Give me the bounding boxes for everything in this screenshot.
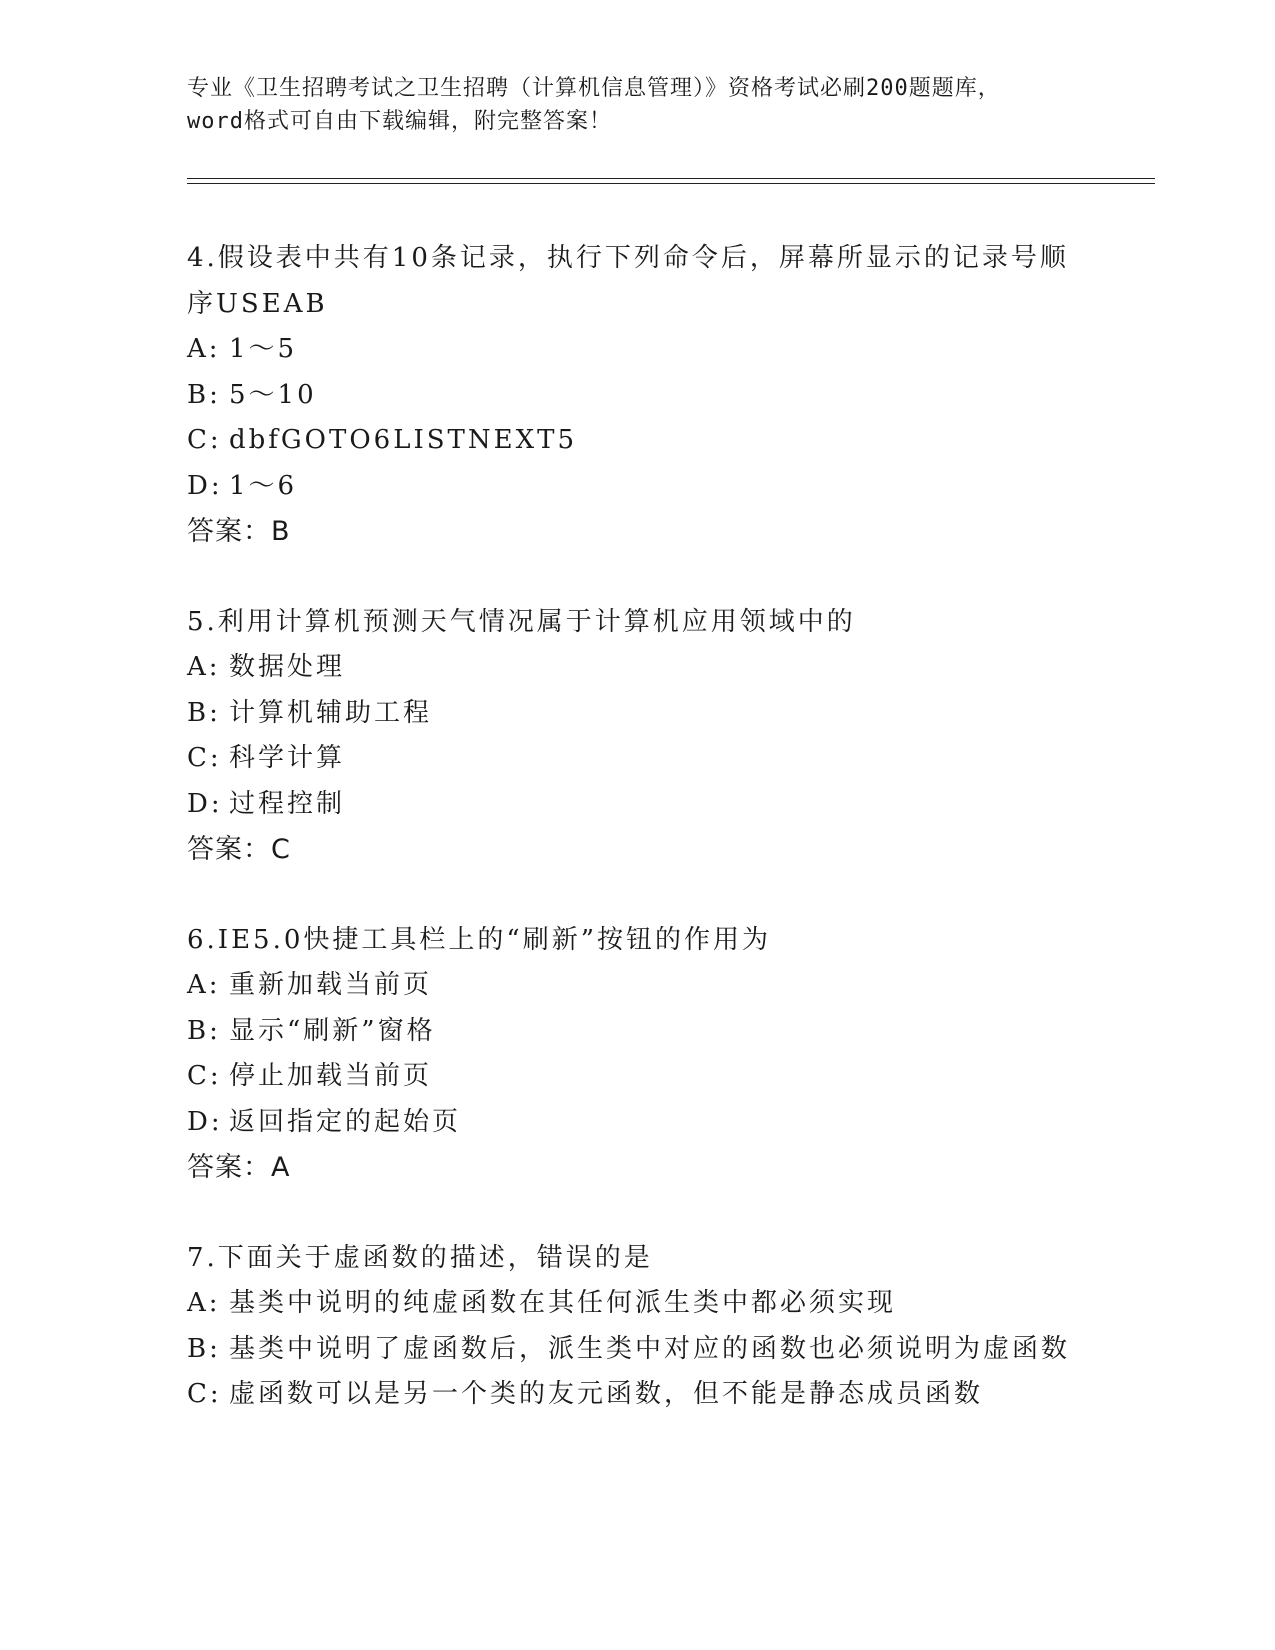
option-text: 虚函数可以是另一个类的友元函数，但不能是静态成员函数 — [229, 1379, 984, 1409]
option-letter: D: — [187, 1106, 223, 1137]
answer-option — [187, 691, 1147, 737]
question-block — [187, 600, 1147, 873]
option-letter: D: — [187, 788, 223, 819]
option-letter: C: — [187, 1379, 222, 1409]
answer-option — [187, 418, 1147, 464]
option-letter: A: — [187, 652, 221, 682]
question-stem: 4.假设表中共有10条记录，执行下列命令后，屏幕所显示的记录号顺 — [187, 243, 1069, 273]
option-text: 显示“刷新”窗格 — [229, 1015, 436, 1046]
answer-option — [187, 373, 1147, 419]
answer-option — [187, 1281, 1147, 1327]
header-divider-top — [187, 178, 1155, 179]
question-stem: 序USEAB — [187, 288, 328, 319]
header-divider-bottom — [187, 183, 1155, 184]
header-title-line-2: word格式可自由下载编辑，附完整答案！ — [187, 109, 612, 134]
document-header — [187, 72, 1087, 138]
correct-answer: 答案：C — [187, 834, 291, 865]
option-letter: C: — [187, 425, 222, 455]
question-block — [187, 1236, 1147, 1418]
option-text: 基类中说明了虚函数后，派生类中对应的函数也必须说明为虚函数 — [229, 1333, 1071, 1364]
option-letter: A: — [187, 1288, 221, 1318]
question-stem: 6.IE5.0快捷工具栏上的“刷新”按钮的作用为 — [187, 924, 771, 955]
option-text: 过程控制 — [229, 788, 346, 819]
answer-option — [187, 645, 1147, 691]
option-letter: C: — [187, 1061, 222, 1091]
answer-option — [187, 963, 1147, 1009]
answer-option — [187, 782, 1147, 828]
answer-option — [187, 1372, 1147, 1418]
answer-option — [187, 1327, 1147, 1373]
question-stem: 5.利用计算机预测天气情况属于计算机应用领域中的 — [187, 606, 856, 637]
option-text: 1～6 — [229, 470, 298, 501]
answer-option — [187, 1054, 1147, 1100]
answer-option — [187, 1009, 1147, 1055]
option-text: 数据处理 — [229, 652, 346, 682]
option-text: dbfGOTO6LISTNEXT5 — [229, 425, 578, 455]
answer-option — [187, 327, 1147, 373]
question-stem: 7.下面关于虚函数的描述，错误的是 — [187, 1242, 653, 1273]
option-letter: D: — [187, 470, 223, 501]
answer-option — [187, 736, 1147, 782]
option-letter: A: — [187, 334, 221, 364]
correct-answer: 答案：B — [187, 516, 291, 547]
option-text: 科学计算 — [229, 743, 346, 773]
option-letter: C: — [187, 743, 222, 773]
option-text: 停止加载当前页 — [229, 1061, 433, 1091]
option-text: 5～10 — [229, 379, 317, 410]
option-text: 计算机辅助工程 — [229, 697, 433, 728]
question-block — [187, 236, 1147, 555]
correct-answer: 答案：A — [187, 1152, 291, 1183]
header-title-line-1: 专业《卫生招聘考试之卫生招聘（计算机信息管理）》资格考试必刷200题题库， — [187, 76, 1001, 101]
option-letter: A: — [187, 970, 221, 1000]
option-letter: B: — [187, 1015, 221, 1046]
answer-option — [187, 1100, 1147, 1146]
answer-option — [187, 464, 1147, 510]
option-text: 重新加载当前页 — [229, 970, 433, 1000]
question-list — [187, 236, 1147, 1463]
option-text: 1～5 — [229, 334, 298, 364]
option-letter: B: — [187, 379, 221, 410]
question-block — [187, 918, 1147, 1191]
option-letter: B: — [187, 697, 221, 728]
option-letter: B: — [187, 1333, 221, 1364]
option-text: 基类中说明的纯虚函数在其任何派生类中都必须实现 — [229, 1288, 897, 1318]
option-text: 返回指定的起始页 — [229, 1106, 462, 1137]
